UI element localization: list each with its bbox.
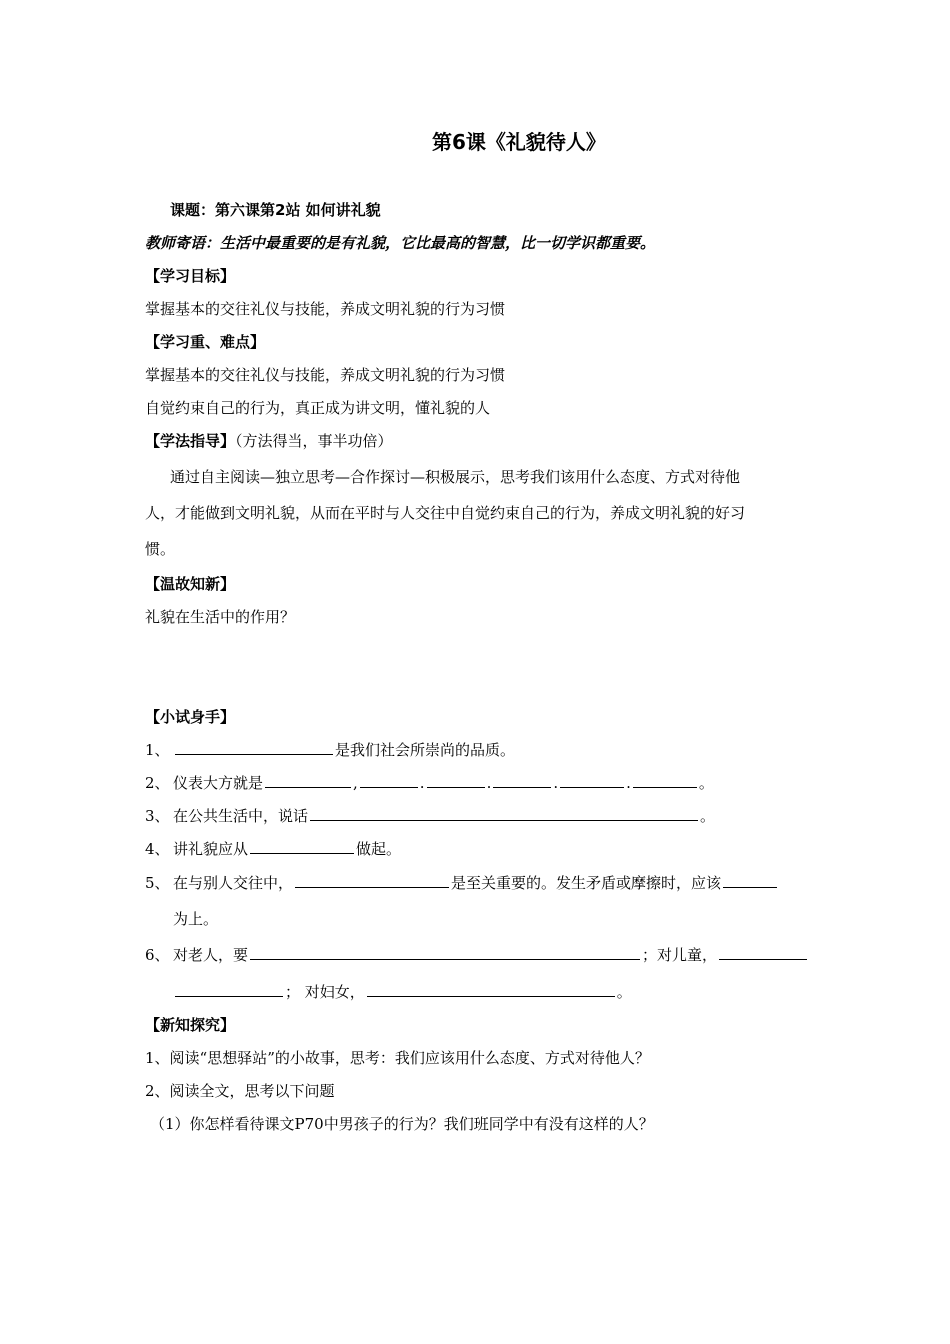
method-heading: 【学法指导】 [145, 432, 236, 450]
key-points-heading: 【学习重、难点】 [145, 333, 266, 351]
answer-blank[interactable] [719, 945, 807, 960]
question-text: 在与别人交往中， [173, 874, 294, 892]
practice-question-6-cont [173, 982, 632, 1002]
explore-heading: 【新知探究】 [145, 1016, 236, 1034]
separator: . [626, 774, 631, 792]
question-number: 2、 [145, 774, 170, 792]
separator: , [353, 774, 358, 792]
page-title: 第6课《礼貌待人》 [432, 130, 606, 154]
question-number: 4、 [145, 840, 170, 858]
answer-blank[interactable] [295, 873, 449, 888]
practice-heading: 【小试身手】 [145, 708, 236, 726]
question-number: 3、 [145, 807, 170, 825]
method-paragraph-1: 通过自主阅读—独立思考—合作探讨—积极展示，思考我们该用什么态度、方式对待他 [170, 468, 741, 486]
answer-blank[interactable] [250, 839, 354, 854]
period: 。 [698, 774, 714, 792]
practice-question-4 [145, 839, 401, 859]
teacher-message: 教师寄语：生活中最重要的是有礼貌，它比最高的智慧，比一切学识都重要。 [145, 234, 656, 252]
lesson-topic: 课题：第六课第2站 如何讲礼貌 [170, 201, 381, 219]
goals-text: 掌握基本的交往礼仪与技能，养成文明礼貌的行为习惯 [145, 300, 506, 318]
practice-question-2 [145, 773, 714, 793]
question-number: 1、 [145, 741, 170, 759]
question-text: ；对儿童， [642, 946, 718, 964]
question-text: 做起。 [356, 840, 402, 858]
method-note: （方法得当，事半功倍） [235, 432, 393, 450]
period: 。 [616, 983, 632, 1001]
answer-blank[interactable] [265, 773, 351, 788]
question-text: 对老人，要 [173, 946, 249, 964]
separator: . [553, 774, 559, 792]
key-points-text-1: 掌握基本的交往礼仪与技能，养成文明礼貌的行为习惯 [145, 366, 506, 384]
explore-item-1: 1、阅读“思想驿站”的小故事，思考：我们应该用什么态度、方式对待他人？ [145, 1049, 650, 1067]
question-number: 5、 [145, 874, 170, 892]
goals-heading: 【学习目标】 [145, 267, 236, 285]
explore-item-2: 2、阅读全文，思考以下问题 [145, 1082, 335, 1100]
answer-blank[interactable] [633, 773, 697, 788]
question-text: 仪表大方就是 [173, 774, 264, 792]
question-text: 在公共生活中，说话 [173, 807, 309, 825]
practice-question-1 [145, 740, 515, 760]
question-text: 是我们社会所崇尚的品质。 [335, 741, 516, 759]
method-paragraph-2: 人，才能做到文明礼貌，从而在平时与人交往中自觉约束自己的行为，养成文明礼貌的好习 [145, 504, 746, 522]
separator: . [486, 774, 492, 792]
question-text: ； 对妇女， [285, 983, 365, 1001]
question-text: 讲礼貌应从 [173, 840, 249, 858]
answer-blank[interactable] [250, 945, 640, 960]
answer-blank[interactable] [427, 773, 485, 788]
practice-question-6 [145, 945, 809, 965]
method-paragraph-3: 惯。 [145, 540, 176, 558]
key-points-text-2: 自觉约束自己的行为，真正成为讲文明，懂礼貌的人 [145, 399, 491, 417]
answer-blank[interactable] [560, 773, 624, 788]
practice-question-5-cont: 为上。 [173, 910, 219, 928]
review-heading: 【温故知新】 [145, 575, 236, 593]
answer-blank[interactable] [493, 773, 551, 788]
practice-question-3 [145, 806, 715, 826]
answer-blank[interactable] [175, 982, 283, 997]
review-question: 礼貌在生活中的作用？ [145, 608, 296, 626]
answer-blank[interactable] [175, 740, 333, 755]
period: 。 [700, 807, 716, 825]
practice-question-5 [145, 873, 779, 893]
answer-blank[interactable] [367, 982, 615, 997]
method-heading-line [145, 431, 393, 451]
question-number: 6、 [145, 946, 170, 964]
answer-blank[interactable] [723, 873, 777, 888]
answer-blank[interactable] [310, 806, 698, 821]
explore-item-3: （1）你怎样看待课文P70中男孩子的行为？我们班同学中有没有这样的人？ [150, 1115, 654, 1133]
question-text: 是至关重要的。发生矛盾或摩擦时，应该 [451, 874, 722, 892]
separator: . [419, 774, 425, 792]
answer-blank[interactable] [360, 773, 418, 788]
